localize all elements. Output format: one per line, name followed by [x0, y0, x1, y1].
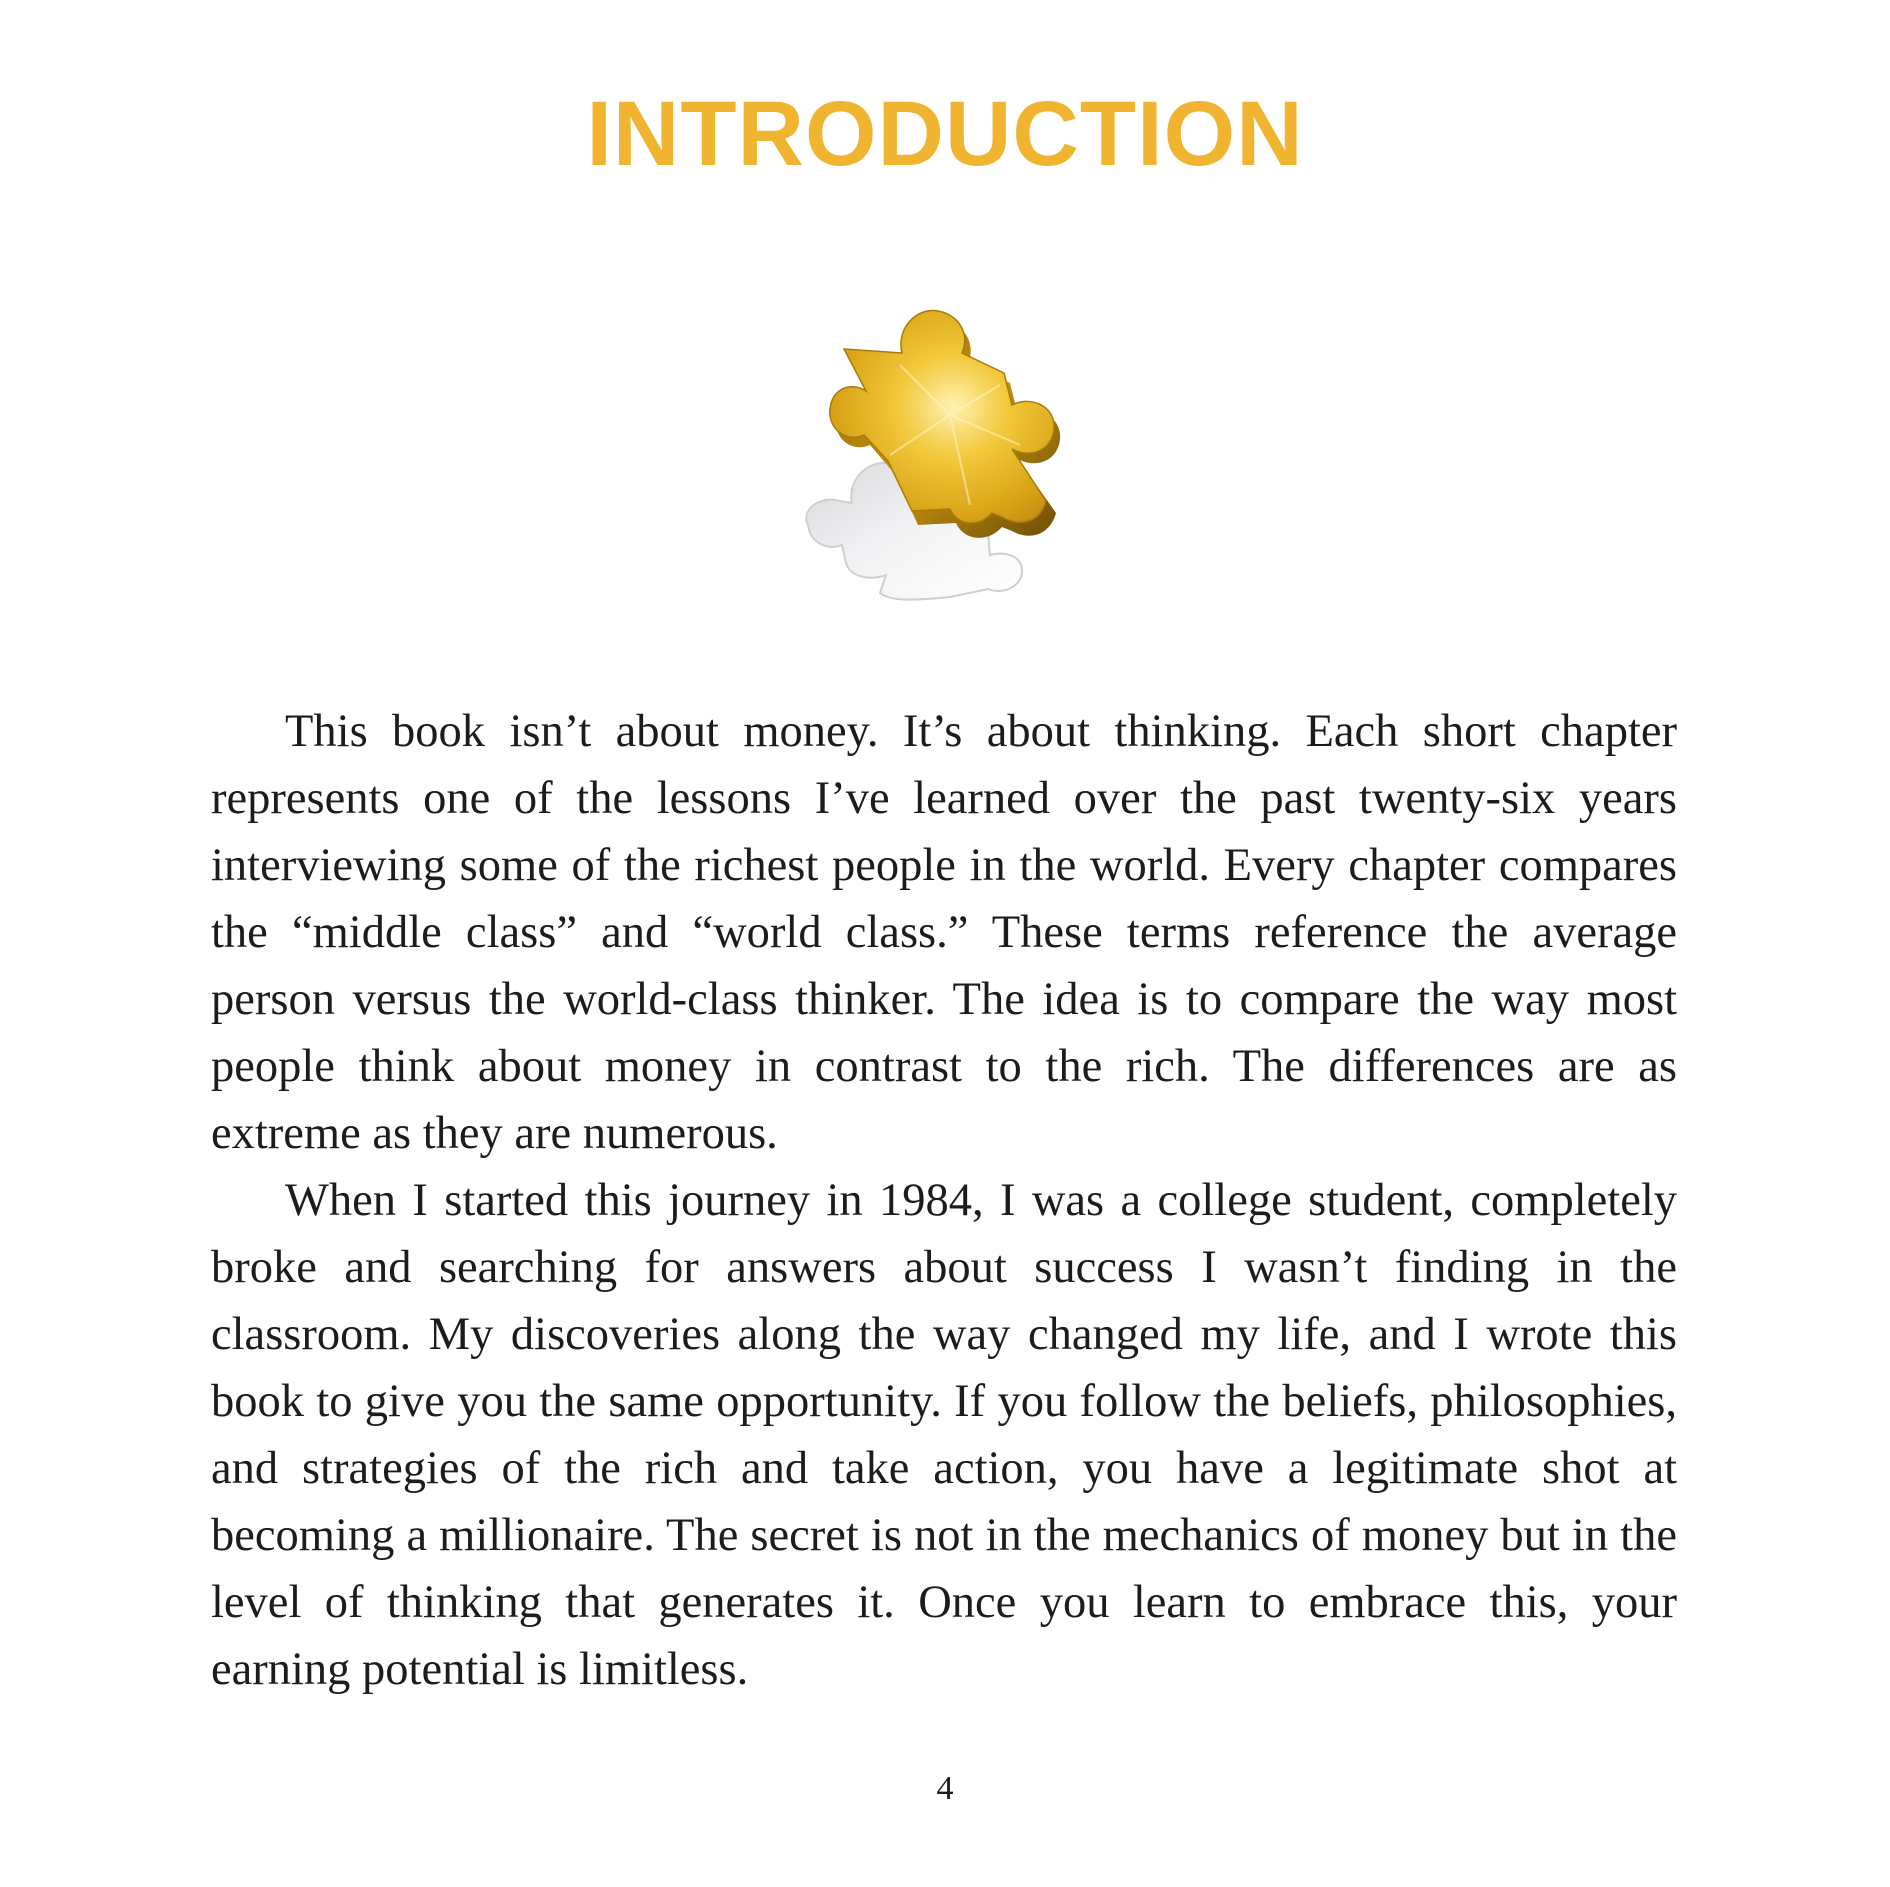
page-number: 4	[936, 1770, 954, 1807]
gold-puzzle-piece-icon	[790, 305, 1130, 605]
paragraph-2: When I started this journey in 1984, I was a college student, completely broke and searching for answers about success I wasn’t finding in the classroom. My discoveries along the way changed my life, and I wrote this book to give you the same opportunity. If you follow the beliefs, philosophies, and strategies of the rich and take action, you have a legitimate shot at becoming a millionaire. The secret is not in the mechanics of money but in the level of thinking that generates it. Once you learn to embrace this, your earning potential is limitless.	[211, 1175, 1677, 1695]
paragraph-1: This book isn’t about money. It’s about thinking. Each short chapter represents one of the lessons I’ve learned over the past twenty-six years interviewing some of the richest people in the world. Every chapter compares the “middle class” and “world class.” These terms reference the average person versus the world-class thinker. The idea is to compare the way most people think about money in contrast to the rich. The differences are as extreme as they are numerous.	[211, 706, 1677, 1159]
chapter-title: INTRODUCTION	[586, 83, 1304, 185]
body-text	[211, 698, 1677, 1703]
